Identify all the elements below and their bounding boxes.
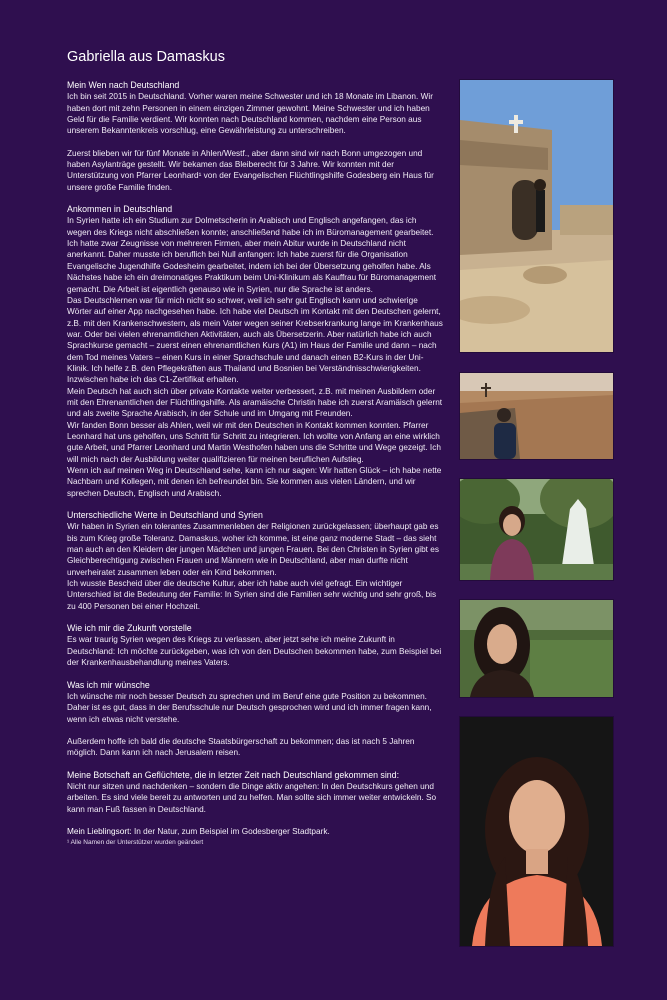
section-wishes xyxy=(67,680,443,759)
photo-studio-portrait xyxy=(460,717,613,946)
paragraph: Ich wusste Bescheid über die deutsche Kultur, aber ich habe auch viel gefragt. Ein wichtiger Unterschied ist die Bedeutung der Familie: In Syrien sind die Familien sehr wichtig und sehr groß, bis zu 400 Personen bei einer Hochzeit. xyxy=(67,579,437,611)
paragraph: Zuerst blieben wir für fünf Monate in Ahlen/Westf., aber dann sind wir nach Bonn umgezogen und haben Asylanträge gestellt. Wir bekamen das Bleiberecht für 3 Jahre. Wir konnten mit der Unterstützung von Pfarrer Leonhard¹ von der Evangelischen Flüchtlingshilfe Godesberg ein Haus für unsere große Familie finden. xyxy=(67,148,434,192)
paragraph: Ich wünsche mir noch besser Deutsch zu sprechen und im Beruf eine gute Position zu bekommen. Daher ist es gut, dass in der Berufsschule nur Deutsch gesprochen wird und ich immer fragen kann, wenn ich etwas nicht verstehe. xyxy=(67,691,432,724)
favorite-place-label: Mein Lieblingsort: xyxy=(67,826,132,836)
paragraph: Nicht nur sitzen und nachdenken – sondern die Dinge aktiv angehen: In den Deutschkurs gehen und arbeiten. Es sind viele bereit zu antworten und zu helfen. Man sollte sich immer weiter entwickeln. So kann man Fuß fassen in Deutschland. xyxy=(67,781,437,814)
paragraph: Mein Deutsch hat auch sich über private Kontakte weiter verbessert, z.B. mit meinen Ausbildern oder mit den Ehrenamtlichen der Flüchtlingshilfe. Als aramäische Christin habe ich zuerst Aramäisch gelernt und als zweite Sprache Arabisch, in der Schule und im Umgang mit Freunden. xyxy=(67,386,443,419)
paragraph: Das Deutschlernen war für mich nicht so schwer, weil ich sehr gut Englisch kann und schwierige Wörter auf einer App nachgesehen habe. Ich habe viel Deutsch im Kontakt mit den Deutschen gelernt, z.B. mit den Krankenschwestern, als mein Vater wegen seiner Krebserkrankung lange im Krankenhaus war. Oder bei vielen ehrenamtlichen Aktivitäten, auch als Übersetzerin. Aber natürlich habe ich auch Sprachkurse gemacht – zuerst einen ehrenamtlichen Kurs (A1) im Haus der Familie und dann – nach dem Tod meines Vaters – einen Kurs in einer Sprachschule und danach einen B2-Kurs in der Uni-Klinik. Ich helfe z.B. den Pflegekräften aus Thailand und Bosnien bei Verständnisschwierigkeiten. Inzwischen habe ich das C1-Zertifikat erhalten. xyxy=(67,295,443,385)
paragraph: Wir fanden Bonn besser als Ahlen, weil wir mit den Deutschen in Kontakt kommen konnten. Pfarrer Leonhard hat uns geholfen, uns Schritt für Schritt zu integrieren. Ich wollte von Anfang an eine wirklich gute Arbeit, und Pfarrer Leonhard und Martin Westhofen haben uns die Schritte und Wege gezeigt. Ich will mich nach der Ausbildung weiter qualifizieren für meinen beruflichen Aufstieg. xyxy=(67,420,441,464)
photo-park-fountain xyxy=(460,479,613,580)
footnote: ¹ Alle Namen der Unterstützer wurden geändert xyxy=(67,839,204,847)
section-journey xyxy=(67,80,443,193)
photo-desert xyxy=(460,373,613,459)
section-heading: Mein Wen nach Deutschland xyxy=(67,80,180,90)
page-title: Gabriella aus Damaskus xyxy=(67,49,225,65)
paragraph: Es war traurig Syrien wegen des Kriegs zu verlassen, aber jetzt sehe ich meine Zukunft in Deutschland: Ich möchte zurückgeben, was ich von den Deutschen bekommen habe, zum Beispiel bei der Krankenhausbehandlung meines Vaters. xyxy=(67,635,442,668)
section-future xyxy=(67,623,443,668)
section-heading: Was ich mir wünsche xyxy=(67,679,150,690)
section-heading: Meine Botschaft an Geflüchtete, die in letzter Zeit nach Deutschland gekommen sind: xyxy=(67,769,400,780)
favorite-place xyxy=(67,826,443,837)
paragraph: In Syrien hatte ich ein Studium zur Dolmetscherin in Arabisch und Englisch angefangen, das ich wegen des Kriegs nicht abschließen konnte; anschließend habe ich im Büromanagement gearbeitet. Ich hatte zwar Zeugnisse von mehreren Firmen, aber mein Abitur wurde in Deutschland nicht anerkannt. Daher musste ich beruflich bei Null anfangen: Ich habe zuerst für die Organisation Evangelische Jugendhilfe Godesheim gearbeitet, indem ich bei der Übersetzung geholfen habe. Als Nächstes habe ich ein dreimonatiges Praktikum beim Uni-Klinikum als Kauffrau für Büromanagement gemacht. Die Arbeit ist eigentlich genauso wie in Syrien, nur die Sprache ist anders. xyxy=(67,216,436,294)
paragraph: Außerdem hoffe ich bald die deutsche Staatsbürgerschaft zu bekommen; das ist nach 5 Jahren möglich. Dann kann ich nach Jerusalem reisen. xyxy=(67,736,415,758)
section-heading: Unterschiedliche Werte in Deutschland und Syrien xyxy=(67,510,263,521)
paragraph: Wenn ich auf meinen Weg in Deutschland sehe, kann ich nur sagen: Wir hatten Glück – ich habe nette Nachbarn und Kollegen, mit denen ich befreundet bin. Sie kommen aus vielen Ländern, und wir sprechen Deutsch, Englisch und Arabisch. xyxy=(67,466,442,498)
photo-ruins xyxy=(460,80,613,352)
article-body xyxy=(67,80,443,849)
section-heading: Ankommen in Deutschland xyxy=(67,204,173,215)
section-arrival xyxy=(67,204,443,499)
favorite-place-text: In der Natur, zum Beispiel im Godesberger Stadtpark. xyxy=(131,826,330,836)
section-heading: Wie ich mir die Zukunft vorstelle xyxy=(67,623,192,634)
section-message xyxy=(67,770,443,815)
photo-lake-portrait xyxy=(460,600,613,697)
section-values xyxy=(67,510,443,612)
paragraph: Ich bin seit 2015 in Deutschland. Vorher waren meine Schwester und ich 18 Monate im Libanon. Wir haben dort mit zehn Personen in einem einzigen Zimmer gewohnt. Meine Schwester und ich haben Geld für die Familie verdient. Wir konnten nach Deutschland kommen, nachdem eine Person aus unserem Bekanntenkreis vorschlug, eine Gewährleistung zu unterschreiben. xyxy=(67,92,433,136)
paragraph: Wir haben in Syrien ein tolerantes Zusammenleben der Religionen zurückgelassen; überhaupt gab es bis zum Krieg große Toleranz. Damaskus, woher ich komme, ist eine ganz moderne Stadt – das sieht man auch an den Kleidern der jungen Mädchen und jungen Frauen. Bei den Christen in Syrien gibt es Gleichberechtigung zwischen Frauen und Männern wie in Deutschland, aber man durfte nicht unverheiratet zusammen leben oder ein Kind bekommen. xyxy=(67,522,439,577)
